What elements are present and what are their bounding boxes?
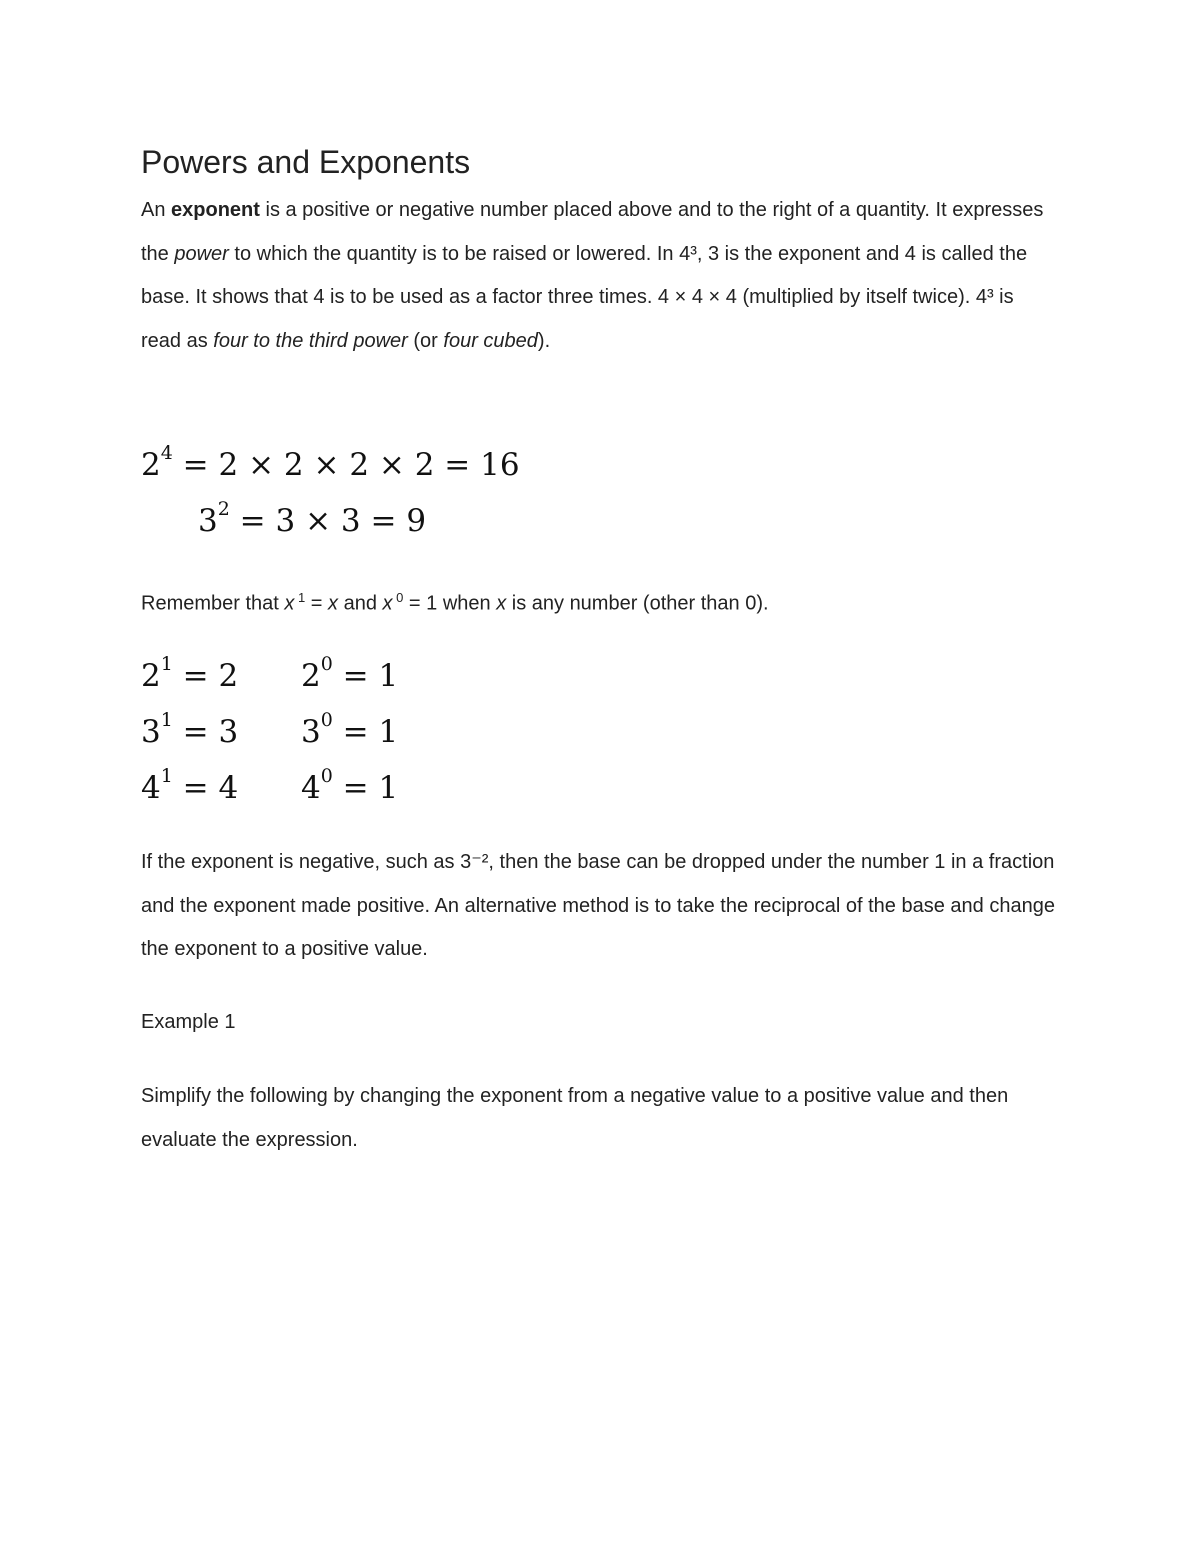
equation-base: 3 [301,714,321,750]
text-run: (or [407,329,444,352]
equation [141,442,520,483]
example-text: Simplify the following by changing the exponent from a negative value to a positive value and then evaluate the expression. [141,1085,1009,1151]
remember-paragraph [141,576,1056,626]
equation-base: 4 [301,770,321,806]
variable: x [496,592,507,615]
equation-rhs: = 2 [172,658,239,694]
equation-exponent: 0 [320,709,333,731]
intro-paragraph [141,189,1056,363]
equation [141,765,239,806]
text-run: to which the quantity is to be raised or lowered. In 4³, 3 is the exponent and 4 is called the base. It shows that 4 is to be used as a factor three times. 4 × 4 × 4 (multiplied by itself twice). 4³ is read as [141,242,1028,352]
text-run: Remember that [141,592,285,615]
equation-base: 2 [141,658,161,694]
exponent: 1 [294,590,306,605]
equation-base: 3 [141,714,161,750]
equation [141,653,239,694]
equation-exponent: 1 [160,653,173,675]
italic-term: power [174,242,229,265]
equation-exponent: 1 [160,709,173,731]
equation-rhs: = 1 [332,658,399,694]
equation-exponent: 0 [320,653,333,675]
equation-rhs: = 1 [332,714,399,750]
equation [301,765,399,806]
text-run: ). [537,329,551,352]
equation-exponent: 0 [320,765,333,787]
equation-rhs: = 1 [332,770,399,806]
text-run: = [305,592,329,615]
equation-rhs: = 3 × 3 = 9 [229,503,427,539]
text-run: and [338,592,383,615]
equation-base: 2 [301,658,321,694]
bold-term: exponent [171,199,260,221]
equation [141,709,239,750]
exponent: 0 [392,590,404,605]
italic-term: four to the third power [213,329,408,352]
text-run: An [141,199,172,221]
equation-base: 2 [141,447,161,483]
example-label: Example 1 [141,1011,236,1033]
equation [301,709,399,750]
italic-term: four cubed [443,329,538,352]
equation-rhs: = 4 [172,770,239,806]
equation-rhs: = 2 × 2 × 2 × 2 = 16 [172,447,520,483]
equation-exponent: 1 [160,765,173,787]
equation [198,498,427,539]
variable: x [382,592,393,615]
equation-exponent: 4 [160,442,173,464]
text-run: = 1 when [403,592,497,615]
text-run: is any number (other than 0). [506,592,769,615]
equation-rhs: = 3 [172,714,239,750]
text-run: is a positive or negative number placed above and to the right of a quantity. It expresses the [141,199,1044,265]
page-title: Powers and Exponents [141,144,471,180]
variable: x [284,592,295,615]
equation-base: 4 [141,770,161,806]
equation-base: 3 [198,503,218,539]
equation-exponent: 2 [217,498,230,520]
equation [301,653,399,694]
negative-exponent-paragraph: If the exponent is negative, such as 3⁻², then the base can be dropped under the number 1 in a fraction and the exponent made positive. An alternative method is to take the reciprocal of the base and change the exponent to a positive value. [141,851,1055,960]
variable: x [328,592,339,615]
